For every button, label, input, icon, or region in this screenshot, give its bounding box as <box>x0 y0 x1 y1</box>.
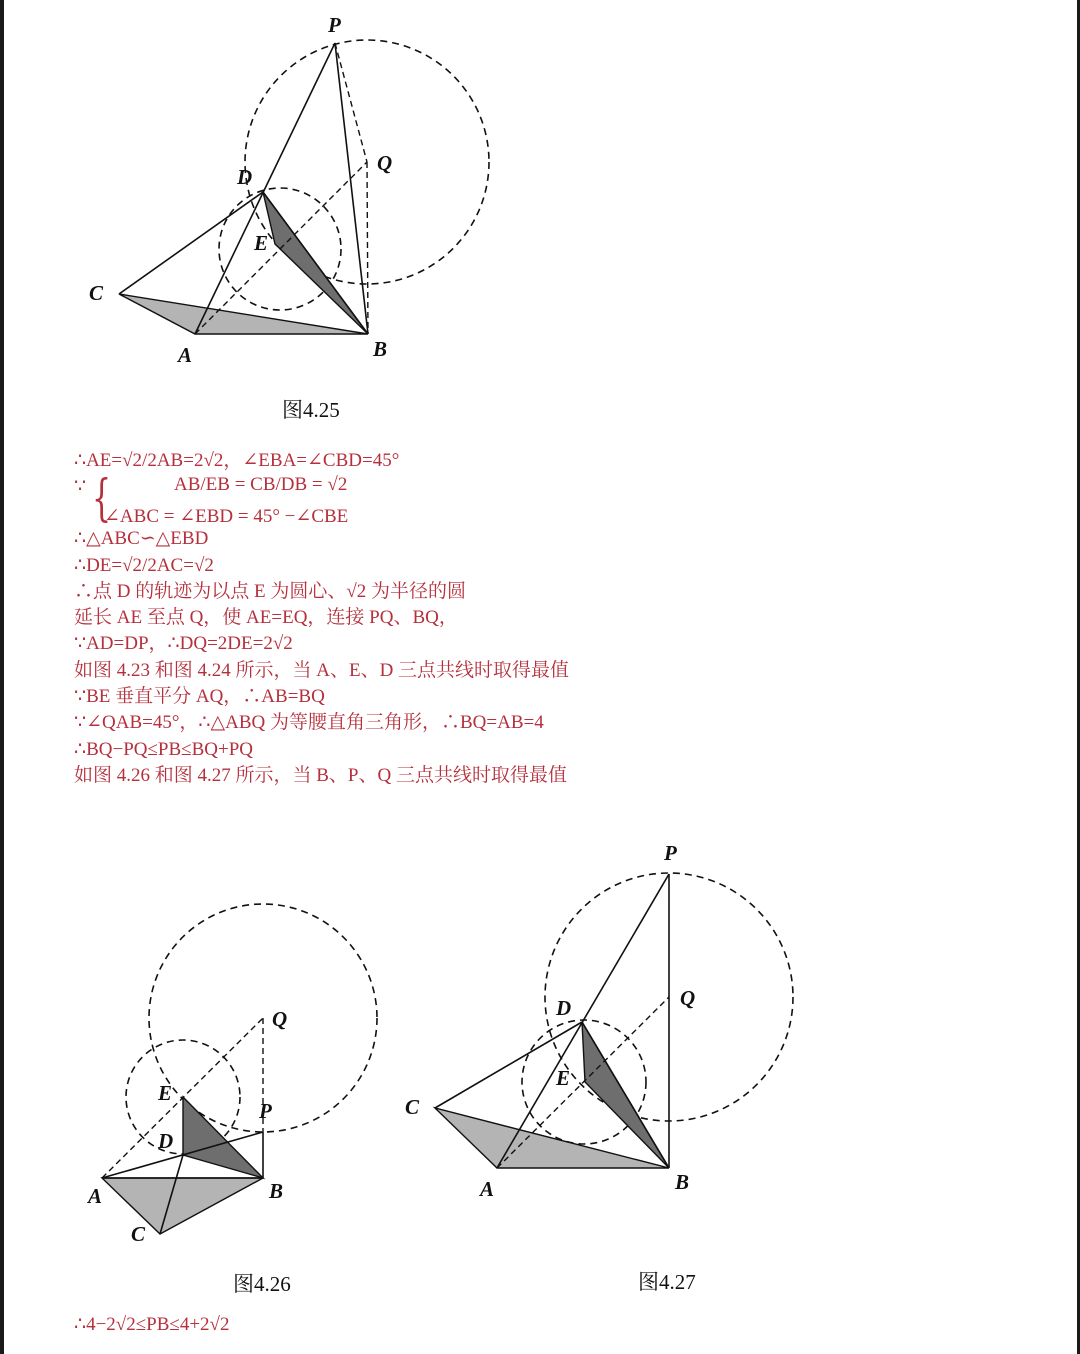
fig427-segment-cd <box>435 1022 582 1108</box>
solution-line: ∵BE 垂直平分 AQ，∴AB=BQ <box>74 686 325 708</box>
fig426-label-q: Q <box>272 1007 288 1031</box>
final-inequality: ∴4−2√2≤PB≤4+2√2 <box>74 1314 230 1335</box>
fig427-label-d: D <box>556 996 572 1020</box>
fig427-label-q: Q <box>680 986 696 1010</box>
solution-line: ∴BQ−PQ≤PB≤BQ+PQ <box>74 738 253 760</box>
fig426-label-a: A <box>88 1184 103 1208</box>
system-row-ratio: AB/EB = CB/DB = √2 <box>174 474 348 496</box>
figure-4-25-caption: 图4.25 <box>282 398 340 422</box>
fig426-label-e: E <box>158 1081 173 1105</box>
fig425-label-q: Q <box>377 151 393 175</box>
fig427-label-b: B <box>675 1170 690 1194</box>
solution-line: ∴点 D 的轨迹为以点 E 为圆心、√2 为半径的圆 <box>74 580 467 602</box>
fig425-label-d: D <box>237 165 253 189</box>
fig425-label-c: C <box>89 281 104 305</box>
fig427-segment-db <box>582 1022 669 1168</box>
because-symbol: ∵ <box>74 476 87 498</box>
fig425-label-b: B <box>373 337 388 361</box>
solution-line: ∴DE=√2/2AC=√2 <box>74 554 214 576</box>
solution-line: ∵∠QAB=45°，∴△ABQ 为等腰直角三角形，∴BQ=AB=4 <box>74 712 544 734</box>
figure-4-27-caption: 图4.27 <box>638 1270 696 1294</box>
fig425-label-p: P <box>328 13 341 37</box>
system-row-angle: ∠ABC = ∠EBD = 45° −∠CBE <box>104 506 349 528</box>
fig425-label-e: E <box>254 231 269 255</box>
fig426-label-c: C <box>131 1222 146 1246</box>
solution-line: ∴△ABC∽△EBD <box>74 528 209 550</box>
fig426-label-p: P <box>259 1099 272 1123</box>
solution-line: 延长 AE 至点 Q，使 AE=EQ，连接 PQ、BQ， <box>74 607 458 629</box>
solution-line: 如图 4.26 和图 4.27 所示，当 B、P、Q 三点共线时取得最值 <box>74 764 567 786</box>
figure-4-26-caption: 图4.26 <box>233 1272 291 1296</box>
fig427-label-e: E <box>556 1066 571 1090</box>
solution-line: ∴AE=√2/2AB=2√2，∠EBA=∠CBD=45° <box>74 450 400 471</box>
fig425-label-a: A <box>178 343 193 367</box>
solution-line: 如图 4.23 和图 4.24 所示，当 A、E、D 三点共线时取得最值 <box>74 659 570 681</box>
fig426-label-b: B <box>269 1179 284 1203</box>
fig426-label-d: D <box>158 1129 174 1153</box>
left-brace-icon: { <box>92 469 112 528</box>
fig427-label-a: A <box>480 1177 495 1201</box>
fig427-label-c: C <box>405 1095 420 1119</box>
fig427-label-p: P <box>664 841 677 865</box>
solution-line: ∵AD=DP，∴DQ=2DE=2√2 <box>74 633 293 655</box>
